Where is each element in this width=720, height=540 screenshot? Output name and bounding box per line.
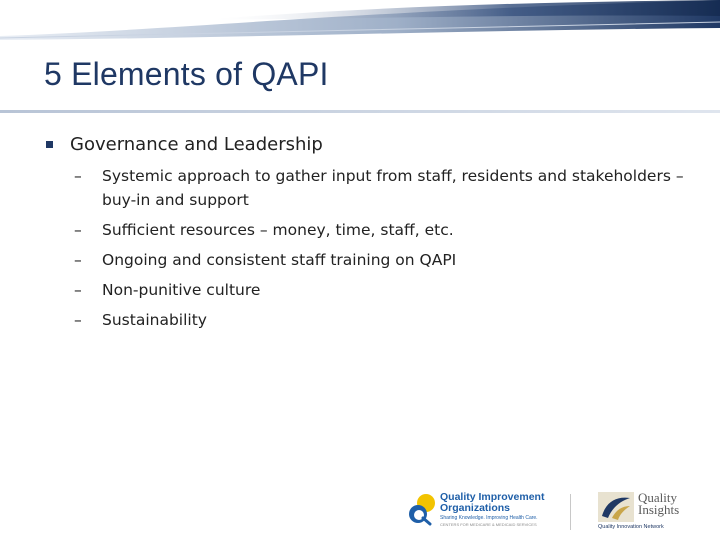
- sub-bullet-text: Non-punitive culture: [102, 281, 261, 299]
- sub-bullet-item: [46, 218, 686, 242]
- sub-bullet-item: [46, 248, 686, 272]
- dash-bullet-icon: –: [74, 311, 82, 329]
- sub-bullet-text: Sustainability: [102, 311, 207, 329]
- qi-subtext: Quality Innovation Network: [598, 524, 664, 530]
- qio-name-line1: Quality Improvement: [440, 491, 545, 503]
- qio-tagline: Sharing Knowledge. Improving Health Care.: [440, 515, 538, 521]
- bullet-list: [46, 130, 686, 338]
- dash-bullet-icon: –: [74, 251, 82, 269]
- sub-bullet-text: Sufficient resources – money, time, staff, etc.: [102, 221, 454, 239]
- sub-bullet-item: [46, 308, 686, 332]
- dash-bullet-icon: –: [74, 221, 82, 239]
- qio-name-line2: Organizations: [440, 502, 511, 514]
- quality-insights-logo-text: [638, 492, 679, 516]
- main-bullet-item: [46, 130, 686, 160]
- footer-logos: [400, 488, 700, 536]
- qio-subtext: CENTERS FOR MEDICARE & MEDICAID SERVICES: [440, 522, 537, 527]
- sub-bullet-text: Ongoing and consistent staff training on QAPI: [102, 251, 457, 269]
- sub-bullet-list: [46, 164, 686, 332]
- qi-name-line2: Insights: [638, 502, 680, 517]
- title-divider: [0, 110, 720, 113]
- qio-logo-text: [440, 492, 544, 514]
- square-bullet-icon: [46, 141, 53, 148]
- quality-insights-logo-icon: [598, 492, 634, 522]
- main-bullet-text: Governance and Leadership: [70, 134, 323, 155]
- qio-logo-icon: [408, 492, 438, 528]
- sub-bullet-text: Systemic approach to gather input from staff, residents and stakeholders – buy-in and support: [102, 167, 684, 209]
- sub-bullet-item: [46, 164, 686, 212]
- top-banner: [0, 0, 720, 40]
- banner-graphic: [0, 0, 720, 40]
- logo-divider: [570, 494, 571, 530]
- sub-bullet-item: [46, 278, 686, 302]
- dash-bullet-icon: –: [74, 281, 82, 299]
- qi-name-line1: Quality: [638, 490, 677, 505]
- dash-bullet-icon: –: [74, 167, 82, 185]
- slide-title: 5 Elements of QAPI: [44, 56, 329, 92]
